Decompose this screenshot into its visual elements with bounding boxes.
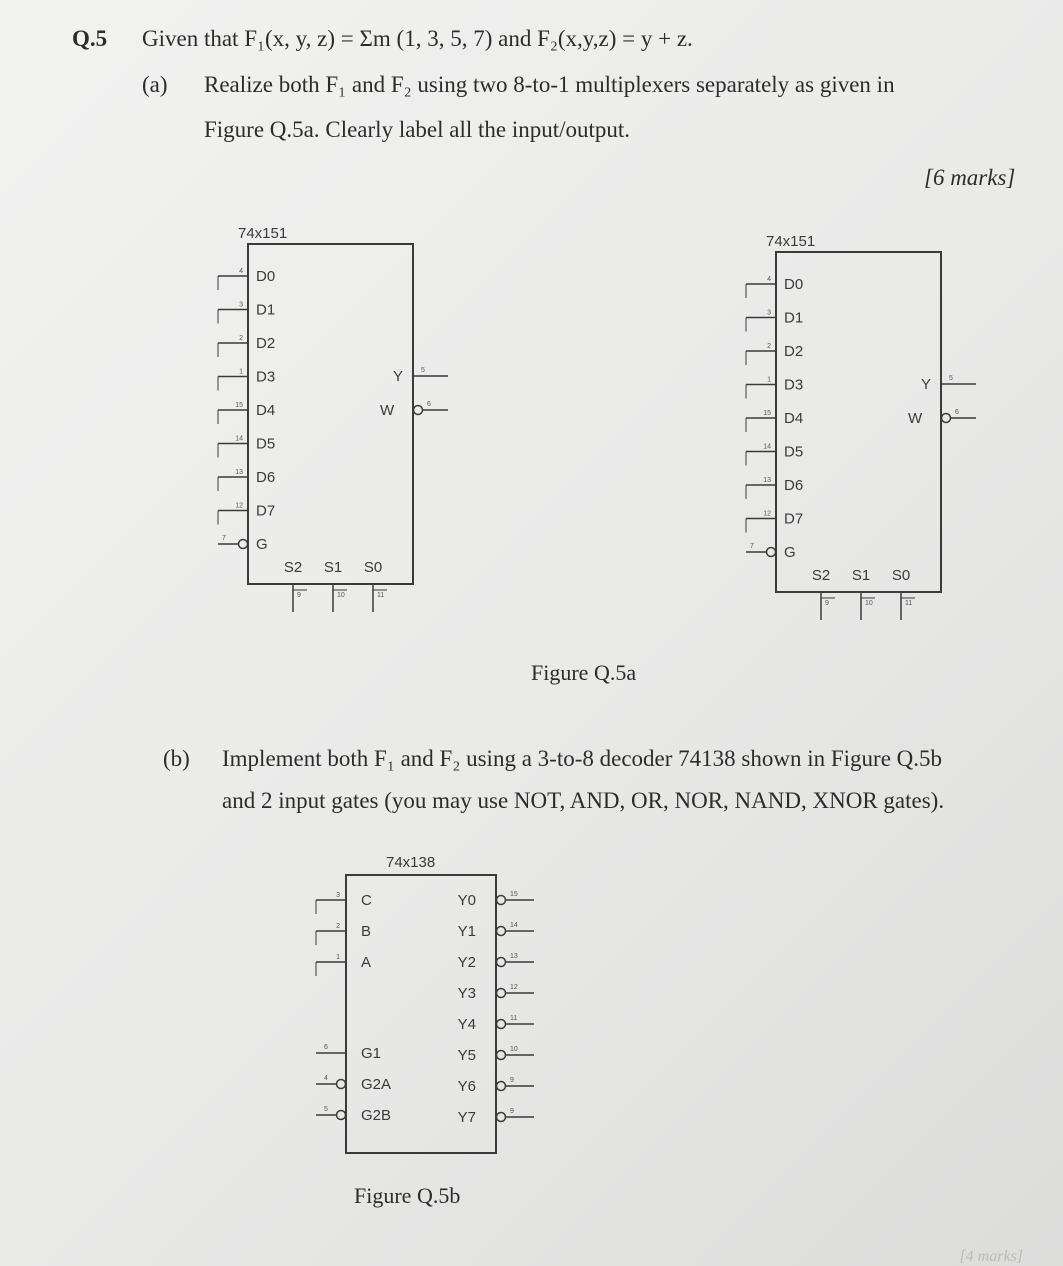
mux-input-label-d0: D0 bbox=[784, 276, 804, 293]
mux-select-label-s1: S1 bbox=[323, 559, 343, 576]
decoder-output-pin: 9 bbox=[510, 1108, 514, 1115]
mux-input-label-d1: D1 bbox=[256, 301, 276, 319]
mux-input-label-d5: D5 bbox=[256, 435, 276, 453]
decoder-enable-label-g1: G1 bbox=[361, 1045, 382, 1062]
mux-pin-number: 2 bbox=[239, 335, 243, 342]
mux-input-label-d1: D1 bbox=[784, 309, 804, 327]
mux-input-label-d2: D2 bbox=[784, 343, 804, 360]
mux-select-pin: 10 bbox=[337, 592, 345, 599]
decoder-enable-bubble-g2a bbox=[337, 1080, 346, 1089]
mux-enable-label: G bbox=[256, 536, 268, 553]
decoder-output-bubble-y0 bbox=[497, 896, 506, 905]
question-statement: Given that F₁(x, y, z) = Σm (1, 3, 5, 7) and F₂(x,y,z) = y + z. bbox=[142, 26, 693, 51]
mux-input-label-d7: D7 bbox=[256, 502, 276, 520]
decoder-output-pin: 10 bbox=[510, 1046, 518, 1053]
decoder-output-bubble-y4 bbox=[497, 1020, 506, 1029]
decoder-select-label-b: B bbox=[361, 923, 372, 940]
mux-select-label-s2: S2 bbox=[283, 559, 303, 576]
mux-select-label-s0: S0 bbox=[363, 559, 383, 576]
mux-select-pin: 9 bbox=[825, 600, 829, 607]
decoder-enable-pin: 5 bbox=[324, 1106, 328, 1113]
part-b-label: (b) bbox=[163, 746, 190, 771]
mux-output-w-pin: 6 bbox=[427, 401, 431, 408]
mux-chip-title: 74x151 bbox=[238, 225, 288, 242]
mux-enable-pin-number: 7 bbox=[222, 535, 226, 542]
mux-select-pin: 10 bbox=[865, 600, 873, 607]
mux-select-pin: 11 bbox=[377, 592, 385, 599]
decoder-output-pin: 13 bbox=[510, 953, 518, 960]
mux-pin-number: 14 bbox=[763, 443, 771, 451]
footer-fragment: [4 marks] bbox=[959, 1248, 1023, 1265]
decoder-select-pin: 1 bbox=[336, 954, 340, 961]
mux-output-y-pin: 5 bbox=[949, 375, 953, 382]
mux-pin-number: 1 bbox=[239, 368, 243, 376]
part-a-label: (a) bbox=[142, 72, 168, 97]
decoder-enable-pin: 6 bbox=[324, 1044, 328, 1051]
decoder-output-label-y1: Y1 bbox=[457, 923, 476, 940]
decoder-enable-label-g2a: G2A bbox=[361, 1076, 392, 1093]
mux-input-label-d6: D6 bbox=[784, 477, 804, 494]
mux-pin-number: 13 bbox=[763, 477, 771, 484]
part-a-line2: Figure Q.5a. Clearly label all the input/output. bbox=[204, 117, 631, 142]
figure-b-caption: Figure Q.5b bbox=[354, 1183, 461, 1208]
mux-input-label-d5: D5 bbox=[784, 443, 804, 461]
mux-chip-title: 74x151 bbox=[766, 233, 816, 250]
mux-output-w-label: W bbox=[908, 410, 923, 427]
mux-output-w-bubble bbox=[942, 414, 951, 423]
decoder-output-bubble-y5 bbox=[497, 1051, 506, 1060]
figure-a-caption: Figure Q.5a bbox=[531, 660, 637, 685]
decoder-output-pin: 9 bbox=[510, 1077, 514, 1084]
mux-select-label-s0: S0 bbox=[891, 567, 911, 584]
mux-input-label-d3: D3 bbox=[784, 376, 804, 394]
mux-enable-bubble bbox=[239, 540, 248, 549]
mux-pin-number: 3 bbox=[239, 301, 243, 309]
decoder-output-label-y2: Y2 bbox=[457, 954, 476, 971]
mux-pin-number: 12 bbox=[235, 502, 243, 510]
mux-select-label-s1: S1 bbox=[851, 567, 871, 584]
mux-input-label-d4: D4 bbox=[256, 402, 276, 419]
decoder-output-label-y3: Y3 bbox=[457, 985, 476, 1002]
decoder-output-label-y5: Y5 bbox=[457, 1047, 476, 1064]
mux-pin-number: 12 bbox=[763, 510, 771, 518]
decoder-select-pin: 3 bbox=[336, 892, 340, 899]
decoder-output-label-y7: Y7 bbox=[457, 1109, 476, 1126]
decoder-chip-title: 74x138 bbox=[386, 854, 436, 871]
decoder-output-bubble-y3 bbox=[497, 989, 506, 998]
mux-select-pin: 11 bbox=[905, 600, 913, 607]
mux-input-label-d2: D2 bbox=[256, 335, 276, 352]
mux-output-w-bubble bbox=[414, 406, 423, 415]
part-a-line1: Realize both F₁ and F₂ using two 8-to-1 multiplexers separately as given in bbox=[204, 72, 895, 97]
mux-select-label-s2: S2 bbox=[811, 567, 831, 584]
mux-pin-number: 4 bbox=[239, 268, 243, 275]
question-number: Q.5 bbox=[72, 26, 108, 51]
mux-input-label-d3: D3 bbox=[256, 368, 276, 386]
mux-pin-number: 1 bbox=[767, 376, 771, 384]
mux-pin-number: 13 bbox=[235, 469, 243, 476]
mux-input-label-d6: D6 bbox=[256, 469, 276, 486]
mux-chip-left bbox=[200, 220, 470, 620]
mux-chip-right bbox=[728, 228, 998, 628]
mux-select-pin: 9 bbox=[297, 592, 301, 599]
decoder-output-bubble-y1 bbox=[497, 927, 506, 936]
decoder-output-bubble-y2 bbox=[497, 958, 506, 967]
decoder-output-pin: 12 bbox=[510, 984, 518, 991]
mux-output-y-label: Y bbox=[393, 368, 404, 385]
mux-input-label-d7: D7 bbox=[784, 510, 804, 528]
decoder-output-label-y6: Y6 bbox=[457, 1078, 476, 1095]
mux-output-y-pin: 5 bbox=[421, 367, 425, 374]
mux-output-w-label: W bbox=[380, 402, 395, 419]
mux-pin-number: 15 bbox=[235, 402, 243, 409]
mux-pin-number: 15 bbox=[763, 410, 771, 417]
part-b-line1: Implement both F₁ and F₂ using a 3-to-8 decoder 74138 shown in Figure Q.5b bbox=[222, 746, 943, 771]
mux-pin-number: 2 bbox=[767, 343, 771, 350]
mux-pin-number: 4 bbox=[767, 276, 771, 283]
decoder-output-label-y0: Y0 bbox=[457, 892, 476, 909]
part-a-marks: [6 marks] bbox=[924, 165, 1016, 190]
decoder-output-pin: 15 bbox=[510, 891, 518, 898]
part-b-line2: and 2 input gates (you may use NOT, AND, OR, NOR, NAND, XNOR gates). bbox=[222, 788, 945, 813]
mux-enable-label: G bbox=[784, 544, 796, 561]
decoder-output-label-y4: Y4 bbox=[457, 1016, 476, 1033]
decoder-select-label-c: C bbox=[361, 892, 372, 909]
mux-pin-number: 14 bbox=[235, 435, 243, 443]
mux-enable-bubble bbox=[767, 548, 776, 557]
decoder-enable-pin: 4 bbox=[324, 1075, 328, 1082]
decoder-enable-bubble-g2b bbox=[337, 1111, 346, 1120]
mux-output-w-pin: 6 bbox=[955, 409, 959, 416]
decoder-output-pin: 14 bbox=[510, 922, 518, 929]
mux-enable-pin-number: 7 bbox=[750, 543, 754, 550]
decoder-output-pin: 11 bbox=[510, 1015, 518, 1022]
decoder-output-bubble-y6 bbox=[497, 1082, 506, 1091]
mux-input-label-d4: D4 bbox=[784, 410, 804, 427]
decoder-chip bbox=[296, 845, 556, 1165]
mux-input-label-d0: D0 bbox=[256, 268, 276, 285]
decoder-select-pin: 2 bbox=[336, 923, 340, 930]
mux-pin-number: 3 bbox=[767, 309, 771, 317]
mux-output-y-label: Y bbox=[921, 376, 932, 393]
decoder-select-label-a: A bbox=[361, 954, 372, 971]
decoder-enable-label-g2b: G2B bbox=[361, 1107, 392, 1124]
decoder-output-bubble-y7 bbox=[497, 1113, 506, 1122]
